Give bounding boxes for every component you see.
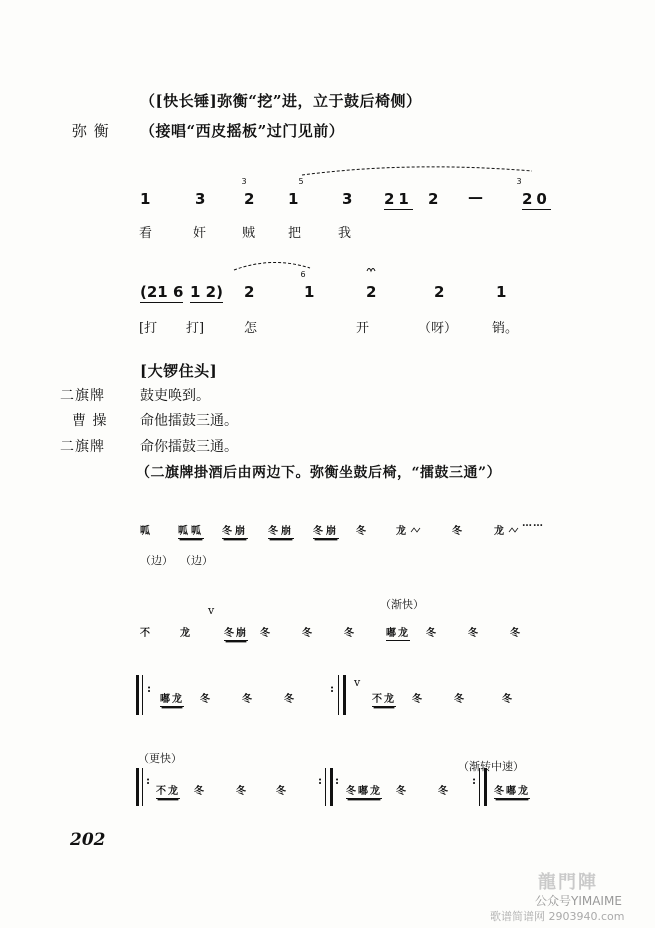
lyric: 怎 [244, 321, 258, 336]
barline [479, 768, 480, 806]
note: 2 [366, 283, 377, 301]
dialogue-text: 命你擂鼓三通。 [140, 439, 238, 455]
watermark-logo: 龍門陣 [538, 872, 598, 893]
drum-syllable: 不 [140, 628, 150, 639]
drum-syllable: 冬嘟龙 [346, 782, 382, 799]
roll-mark-icon [410, 526, 422, 534]
drum-syllable: 冬崩 [268, 522, 294, 539]
tempo-marking: （渐快） [380, 598, 424, 611]
extend-dash: — [468, 188, 483, 206]
repeat-barline [330, 768, 333, 806]
breath-mark: v [208, 604, 215, 617]
lyric: 我 [338, 226, 352, 241]
lyric: 开 [356, 321, 370, 336]
drum-syllable: 冬 [438, 786, 448, 797]
breath-mark: v [354, 676, 361, 689]
grace-note: 3 [516, 177, 522, 186]
drum-ellipsis: …… [522, 518, 544, 529]
trill-mark-icon [366, 264, 378, 274]
note: 2 [434, 283, 445, 301]
drum-syllable: 冬 [468, 628, 478, 639]
repeat-dots: : [335, 774, 340, 787]
drum-syllable: 冬 [356, 526, 366, 537]
drum-syllable: 冬崩 [224, 624, 248, 641]
stage-direction-2: （接唱“西皮摇板”过门见前） [140, 122, 345, 140]
drum-syllable: 冬 [412, 694, 422, 705]
lyric: 看 [139, 226, 153, 241]
drum-syllable: 不龙 [156, 782, 180, 799]
note: 1 [140, 190, 151, 208]
grace-note: 6 [300, 270, 306, 279]
drum-syllable: 冬 [510, 628, 520, 639]
repeat-dots: : [472, 774, 477, 787]
drum-syllable: 冬 [302, 628, 312, 639]
repeat-dots: : [146, 774, 151, 787]
drum-syllable: 冬 [426, 628, 436, 639]
note: 2 [428, 190, 439, 208]
drum-syllable: 不龙 [372, 690, 396, 707]
drum-syllable: 冬崩 [313, 522, 339, 539]
lyric: 把 [288, 226, 302, 241]
drum-syllable: 龙 [180, 628, 190, 639]
drum-syllable: 冬 [200, 694, 210, 705]
note: 2 [244, 283, 255, 301]
drum-syllable: 冬 [284, 694, 294, 705]
drum-syllable: 冬 [452, 526, 462, 537]
drum-syllable: 龙 [494, 526, 504, 537]
lyric: 销。 [492, 321, 519, 336]
barline [338, 675, 339, 715]
drum-syllable: 冬 [396, 786, 406, 797]
lyric: 打] [186, 321, 205, 336]
drum-syllable: 冬崩 [222, 522, 248, 539]
drum-syllable: 呱 [140, 526, 150, 537]
drum-syllable: 冬 [454, 694, 464, 705]
drum-syllable: 嘟龙 [160, 690, 184, 707]
barline [142, 768, 143, 806]
role-name: 弥 衡 [72, 122, 110, 140]
note: 1 [304, 283, 315, 301]
dialogue-role: 二旗牌 [60, 439, 105, 455]
lyric: （呀） [418, 321, 458, 336]
barline [142, 675, 143, 715]
page-number: 202 [70, 830, 106, 850]
dialogue-text: 鼓吏唤到。 [140, 388, 210, 404]
repeat-barline [136, 768, 139, 806]
drum-note: （边） [140, 554, 173, 567]
lyric: 贼 [242, 226, 256, 241]
drum-syllable: 冬 [236, 786, 246, 797]
drum-syllable: 嘟龙 [386, 624, 410, 641]
drum-syllable: 呱呱 [178, 522, 204, 539]
dialogue-text: 命他擂鼓三通。 [140, 413, 238, 429]
barline [325, 768, 326, 806]
stage-direction-1: （[快长锤]弥衡“挖”进，立于鼓后椅侧） [140, 92, 422, 110]
drum-syllable: 冬 [242, 694, 252, 705]
repeat-barline [343, 675, 346, 715]
drum-syllable: 冬 [276, 786, 286, 797]
stage-direction-3: （二旗牌掛酒后由两边下。弥衡坐鼓后椅，“擂鼓三通”） [136, 465, 502, 481]
drum-syllable: 冬嘟龙 [494, 782, 530, 799]
intro-notes: 1 2) [190, 283, 223, 301]
drum-syllable: 龙 [396, 526, 406, 537]
tempo-marking: （更快） [138, 752, 182, 765]
note: 3 [342, 190, 353, 208]
note: 2 [244, 190, 255, 208]
note-group: 21 [384, 190, 413, 208]
repeat-dots: : [147, 682, 152, 695]
slur-line-1 [300, 163, 535, 177]
drum-syllable: 冬 [344, 628, 354, 639]
lyric: 奸 [193, 226, 207, 241]
repeat-barline [484, 768, 487, 806]
grace-note: 3 [241, 177, 247, 186]
intro-notes: (21 6 [140, 283, 184, 301]
drum-syllable: 冬 [260, 628, 270, 639]
grace-note: 5 [298, 177, 304, 186]
drum-note: （边） [180, 554, 213, 567]
watermark-text: 公众号YIMAIME [535, 894, 622, 908]
note-group: 20 [522, 190, 551, 208]
drum-syllable: 冬 [194, 786, 204, 797]
drum-syllable: 冬 [502, 694, 512, 705]
dialogue-role: 二旗牌 [60, 388, 105, 404]
note: 1 [496, 283, 507, 301]
repeat-dots: : [318, 774, 323, 787]
roll-mark-icon [508, 526, 520, 534]
section-title: [大锣住头] [140, 362, 218, 380]
note: 1 [288, 190, 299, 208]
lyric: [打 [139, 321, 158, 336]
repeat-barline [136, 675, 139, 715]
watermark-text: 歌谱简谱网 2903940.com [490, 910, 625, 923]
note: 3 [195, 190, 206, 208]
tempo-marking: （渐转中速） [458, 760, 524, 773]
dialogue-role: 曹 操 [72, 413, 108, 429]
repeat-dots: : [330, 682, 335, 695]
